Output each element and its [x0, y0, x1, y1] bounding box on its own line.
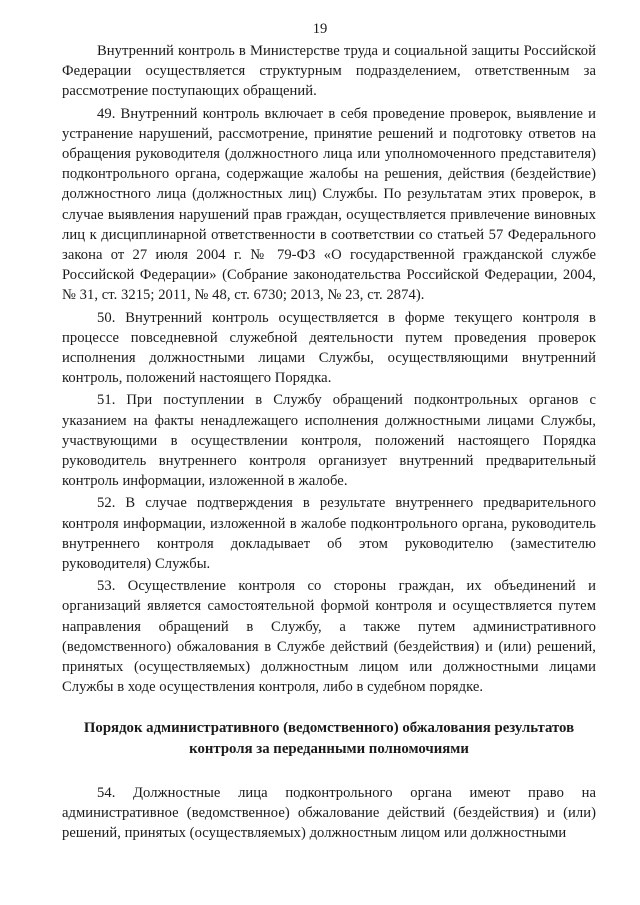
paragraph-54: 54. Должностные лица подконтрольного органа имеют право на административное (ведомственное) обжалование действий (бездействия) и (или) решений, принятых (осуществляемых) должностным лицом или должностными — [62, 784, 596, 841]
document-body — [62, 41, 596, 845]
paragraph-internal-control-intro: Внутренний контроль в Министерстве труда и социальной защиты Российской Федерации осуществляется структурным подразделением, ответственным за рассмотрение поступающих обращений. — [62, 43, 596, 100]
paragraph-51: 51. При поступлении в Службу обращений подконтрольных органов с указанием на факты ненадлежащего исполнения должностными лицами Службы, участвующими в осуществлении контроля, положений настоящего Порядка руководитель внутреннего контроля организует внутренний предварительный контроль информации, изложенной в жалобе. — [62, 392, 596, 490]
page-number: 19 — [312, 21, 328, 37]
paragraph-50: 50. Внутренний контроль осуществляется в форме текущего контроля в процессе повседневной служебной деятельности путем проведения проверок исполнения должностными лицами Службы, осуществляющими внутренний контроль, положений настоящего Порядка. — [62, 309, 596, 387]
paragraph-52: 52. В случае подтверждения в результате внутреннего предварительного контроля информации, изложенной в жалобе подконтрольного органа, руководитель внутреннего контроля докладывает об этом руководителю (заместителю руководителя) Службы. — [62, 495, 596, 573]
paragraph-49: 49. Внутренний контроль включает в себя проведение проверок, выявление и устранение нарушений, рассмотрение, принятие решений и подготовку ответов на обращения руководителя (должностного лица или уполномоченного представителя) подконтрольного органа, содержащие жалобы на решения, действия (бездействие) должностного лица (должностных лиц) Службы. По результатам этих проверок, в случае выявления нарушений прав граждан, осуществляется привлечение виновных лиц к дисциплинарной ответственности в соответствии со статьей 57 Федерального закона от 27 июля 2004 г. № 79-ФЗ «О государственной гражданской службе Российской Федерации» (Собрание законодательства Российской Федерации, 2004, № 31, ст. 3215; 2011, № 48, ст. 6730; 2013, № 23, ст. 2874). — [62, 105, 596, 304]
paragraph-53: 53. Осуществление контроля со стороны граждан, их объединений и организаций является самостоятельной формой контроля и осуществляется путем направления обращений в Службу, а также путем административного (ведомственного) обжалования в Службе действий (бездействия) и (или) решений, принятых (осуществляемых) должностным лицом или должностными лицами Службы в ходе осуществления контроля, либо в судебном порядке. — [62, 578, 596, 696]
section-heading: Порядок административного (ведомственного) обжалования результатов контроля за переданными полномочиями — [83, 719, 575, 757]
